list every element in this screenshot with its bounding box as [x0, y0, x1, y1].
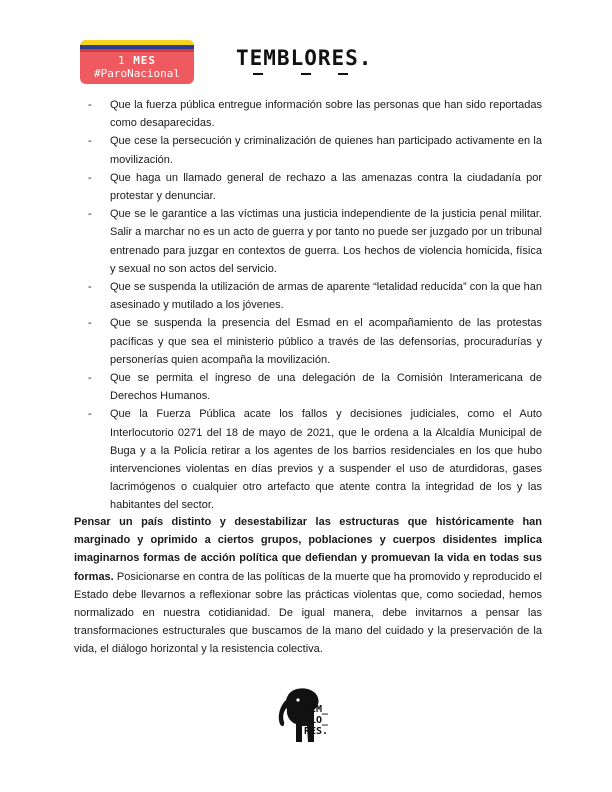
- footer-logo-line1: TEM_: [304, 704, 329, 715]
- brand-logo-text: TEMBLORES.: [236, 46, 373, 70]
- list-item: - Que se le garantice a las víctimas una justicia independiente de la justicia penal militar. Salir a marchar no es un acto de guerra y por tanto no puede ser juzgado por un tribunal entrenado para juzgar en contextos de guerra. Los hechos de violencia homicida, física y sexual no son actos del servicio.: [88, 205, 542, 278]
- list-item: - Que se suspenda la presencia del Esmad en el acompañamiento de las protestas pacíficas y que sea el ministerio público a través de las defensorías, procuradurías y personerías quien acompaña la movilización.: [88, 314, 542, 369]
- temblores-elephant-logo: [274, 686, 346, 748]
- list-item: - Que se suspenda la utilización de armas de aparente “letalidad reducida” con la que han asesinado y mutilado a los jóvenes.: [88, 278, 542, 314]
- list-item: - Que haga un llamado general de rechazo a las amenazas contra la ciudadanía por protestar y denunciar.: [88, 169, 542, 205]
- badge-line1: [80, 54, 194, 67]
- list-item: - Que se permita el ingreso de una delegación de la Comisión Interamericana de Derechos Humanos.: [88, 369, 542, 405]
- badge-month-count: 1: [117, 54, 126, 67]
- badge-hashtag: #ParoNacional: [93, 67, 181, 80]
- closing-paragraph: [74, 513, 542, 659]
- paro-nacional-badge: [80, 40, 194, 84]
- brand-underline-1: [253, 73, 263, 75]
- closing-paragraph-bold: Pensar un país distinto y desestabilizar las estructuras que históricamente han marginado y oprimido a ciertos grupos, poblaciones y cuerpos disidentes implica imaginarnos formas de acción política que defiendan y promuevan la vida en todas sus formas.: [74, 516, 542, 583]
- demands-list: [88, 96, 542, 515]
- footer-logo-text: [304, 704, 328, 737]
- brand-underline-3: [338, 73, 348, 75]
- brand-underline-2: [301, 73, 311, 75]
- list-item: - Que cese la persecución y criminalización de quienes han participado activamente en la movilización.: [88, 132, 542, 168]
- flag-stripe-red: [80, 49, 194, 52]
- badge-month-word: MES: [133, 54, 157, 67]
- footer-logo-line2: BLO_: [304, 715, 329, 726]
- footer-logo-line3: RES.: [304, 726, 329, 737]
- list-item: - Que la fuerza pública entregue información sobre las personas que han sido reportadas como desaparecidas.: [88, 96, 542, 132]
- list-item: - Que la Fuerza Pública acate los fallos y decisiones judiciales, como el Auto Interlocutorio 0271 del 18 de mayo de 2021, que le ordena a la Alcaldía Municipal de Buga y a la Policía retirar a los agentes de los barrios residenciales en los que hubo intervenciones violentas en días previos y a suspender el uso de aturdidoras, gases lacrimógenos o cualquier otro artefacto que atente contra la integridad de los y las habitantes del sector.: [88, 405, 542, 514]
- closing-paragraph-text: Posicionarse en contra de las políticas de la muerte que ha promovido y reproducido el Estado debe llevarnos a reflexionar sobre las prácticas violentas que, como sociedad, hemos normalizado en nuestra cotidianidad. De igual manera, debe invitarnos a pensar las transformaciones estructurales que buscamos de la mano del cuidado y la preservación de la vida, el diálogo horizontal y la resistencia colectiva.: [74, 570, 542, 656]
